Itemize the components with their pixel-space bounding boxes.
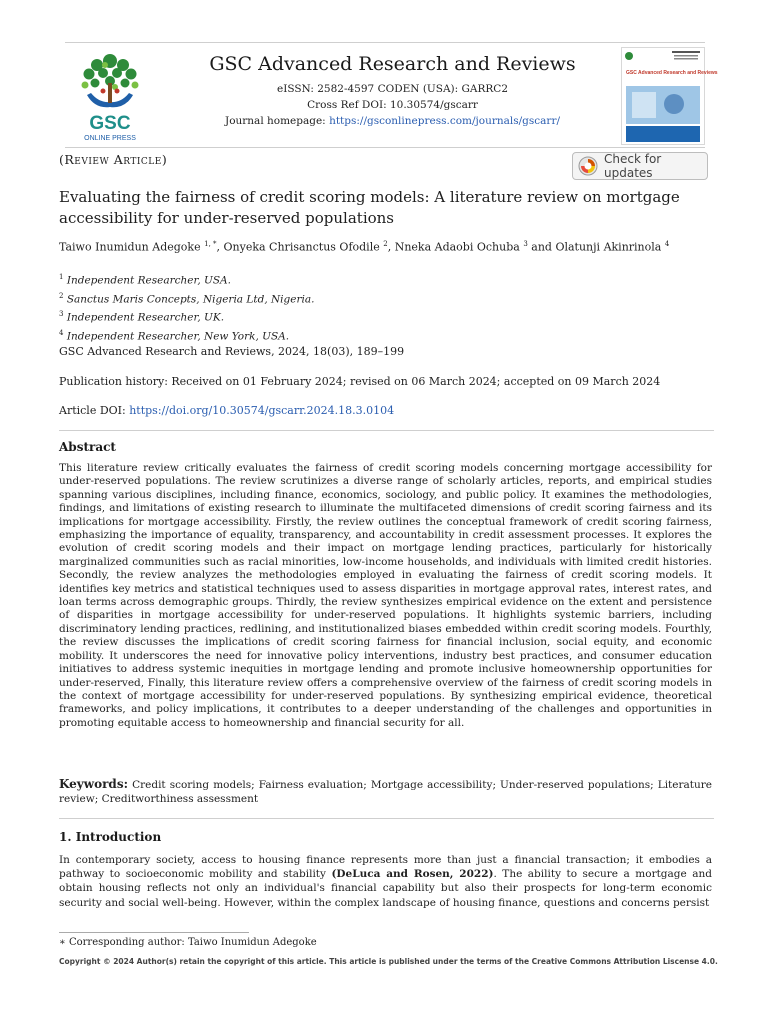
journal-title: GSC Advanced Research and Reviews [209, 53, 576, 75]
logo-wordmark: GSC [89, 113, 131, 134]
author-1-affil: 1, * [204, 240, 217, 248]
issn-line: eISSN: 2582-4597 CODEN (USA): GARRC2 [276, 83, 509, 95]
check-updates-icon [578, 156, 598, 176]
homepage-line [165, 115, 620, 127]
homepage-link[interactable]: https://gsconlinepress.com/journals/gscarr/ [329, 115, 561, 127]
affiliation-item [59, 270, 719, 289]
article-title: Evaluating the fairness of credit scoring models: A literature review on mortgage accessibility for under-reserved populations [59, 188, 680, 227]
affiliation-text: Independent Researcher, USA. [66, 274, 231, 287]
footnote-divider [59, 932, 249, 933]
intro-text-part: In contemporary society, access to housing finance represents more than just a financial transaction; it embodies a pathway to socioeconomic mobility and stability [59, 854, 712, 881]
author-list [59, 240, 719, 254]
affiliation-number: 2 [59, 291, 64, 300]
doi-label: Article DOI: [59, 404, 130, 417]
author-2: , Onyeka Chrisanctus Ofodile [216, 240, 384, 254]
copyright-notice: Copyright © 2024 Author(s) retain the copyright of this article. This article is published under the terms of the Creative Commons Attribution Liscense 4.0. [59, 957, 718, 966]
affiliation-list [59, 270, 719, 344]
affiliation-number: 1 [59, 273, 64, 281]
affiliation-number: 3 [59, 310, 64, 318]
divider [59, 818, 714, 819]
author-4-affil: 4 [664, 240, 670, 248]
affiliation-item [59, 326, 719, 345]
abstract-heading: Abstract [59, 440, 116, 454]
intro-citation: (DeLuca and Rosen, 2022) [331, 868, 494, 881]
homepage-label: Journal homepage: [224, 115, 330, 127]
journal-cover-thumbnail [621, 47, 718, 145]
introduction-heading: 1. Introduction [59, 830, 162, 844]
affiliation-text: Independent Researcher, UK. [66, 311, 225, 324]
journal-header [65, 42, 718, 148]
affiliation-number: 4 [59, 328, 64, 337]
affiliation-text: Independent Researcher, New York, USA. [66, 330, 290, 342]
journal-info [165, 53, 620, 127]
keywords-block [59, 777, 712, 806]
journal-logo [65, 47, 155, 145]
affiliation-item [59, 307, 719, 326]
author-3-affil: 3 [523, 240, 528, 248]
crossref-line: Cross Ref DOI: 10.30574/gscarr [307, 99, 478, 111]
author-1: Taiwo Inumidun Adegoke [59, 240, 205, 254]
author-3: , Nneka Adaobi Ochuba [387, 240, 524, 254]
introduction-text [59, 853, 712, 910]
intro-text-part: . The ability to secure a mortgage and obtain housing reflects not only an individual's financial capability but also their prospects for long-term economic security and social well-being. However, within the complex landscape of housing finance, questions and concerns persist [59, 868, 712, 909]
author-4: and Olatunji Akinrinola [527, 240, 665, 254]
article-type-label: (Review Article) [59, 152, 168, 167]
corresponding-author-footnote: ∗ Corresponding author: Taiwo Inumidun Adegoke [59, 937, 317, 948]
author-2-affil: 2 [383, 240, 388, 248]
publication-history: Publication history: Received on 01 February 2024; revised on 06 March 2024; accepted on 09 March 2024 [59, 375, 661, 388]
citation-line: GSC Advanced Research and Reviews, 2024, 18(03), 189–199 [59, 345, 405, 358]
keywords-text: Credit scoring models; Fairness evaluation; Mortgage accessibility; Under-reserved populations; Literature review; Creditworthiness assessment [59, 779, 712, 805]
doi-link[interactable]: https://doi.org/10.30574/gscarr.2024.18.3.0104 [129, 404, 395, 417]
divider [59, 430, 714, 431]
abstract-text: This literature review critically evaluates the fairness of credit scoring models concerning mortgage accessibility for under-reserved populations. The review scrutinizes a diverse range of scholarly articles, reports, and empirical studies spanning various disciplines, including finance, economics, sociology, and public policy. It examines the methodologies, findings, and limitations of existing research to illuminate the multifaceted dimensions of credit scoring fairness and its implications for mortgage accessibility. Firstly, the review outlines the conceptual framework of credit scoring fairness, emphasizing the importance of equality, transparency, and accountability in credit assessment processes. It explores the evolution of credit scoring models and their impact on mortgage lending practices, particularly for historically marginalized communities such as racial minorities, low-income households, and individuals with limited credit histories. Secondly, the review analyzes the methodologies employed in evaluating the fairness of credit scoring models. It identifies key metrics and statistical techniques used to assess disparities in mortgage approval rates, interest rates, and loan terms across demographic groups. Thirdly, the review synthesizes empirical evidence on the extent and persistence of disparities in mortgage accessibility for under-reserved populations. It highlights systemic barriers, including discriminatory lending practices, redlining, and institutionalized biases embedded within credit scoring models. Fourthly, the review discusses the implications of credit scoring fairness for financial inclusion, social equity, and economic mobility. It underscores the need for innovative policy interventions, industry best practices, and consumer education initiatives to address systemic inequities in mortgage lending and promote inclusive homeownership opportunities for under-reserved, Finally, this literature review offers a comprehensive overview of the fairness of credit scoring models in the context of mortgage accessibility for under-reserved populations. By synthesizing empirical evidence, theoretical frameworks, and policy implications, it contributes to a deeper understanding of the challenges and opportunities in promoting equitable access to homeownership and financial security for all. [59, 462, 712, 729]
doi-line [59, 404, 394, 417]
check-for-updates-button[interactable] [572, 152, 708, 180]
affiliation-text: Sanctus Maris Concepts, Nigeria Ltd, Nigeria. [66, 293, 315, 305]
affiliation-item [59, 289, 719, 308]
keywords-label: Keywords: [59, 777, 129, 791]
logo-subtext: ONLINE PRESS [84, 135, 136, 142]
check-updates-label: Check for updates [604, 152, 662, 180]
cover-title: GSC Advanced Research and Reviews [626, 70, 718, 76]
